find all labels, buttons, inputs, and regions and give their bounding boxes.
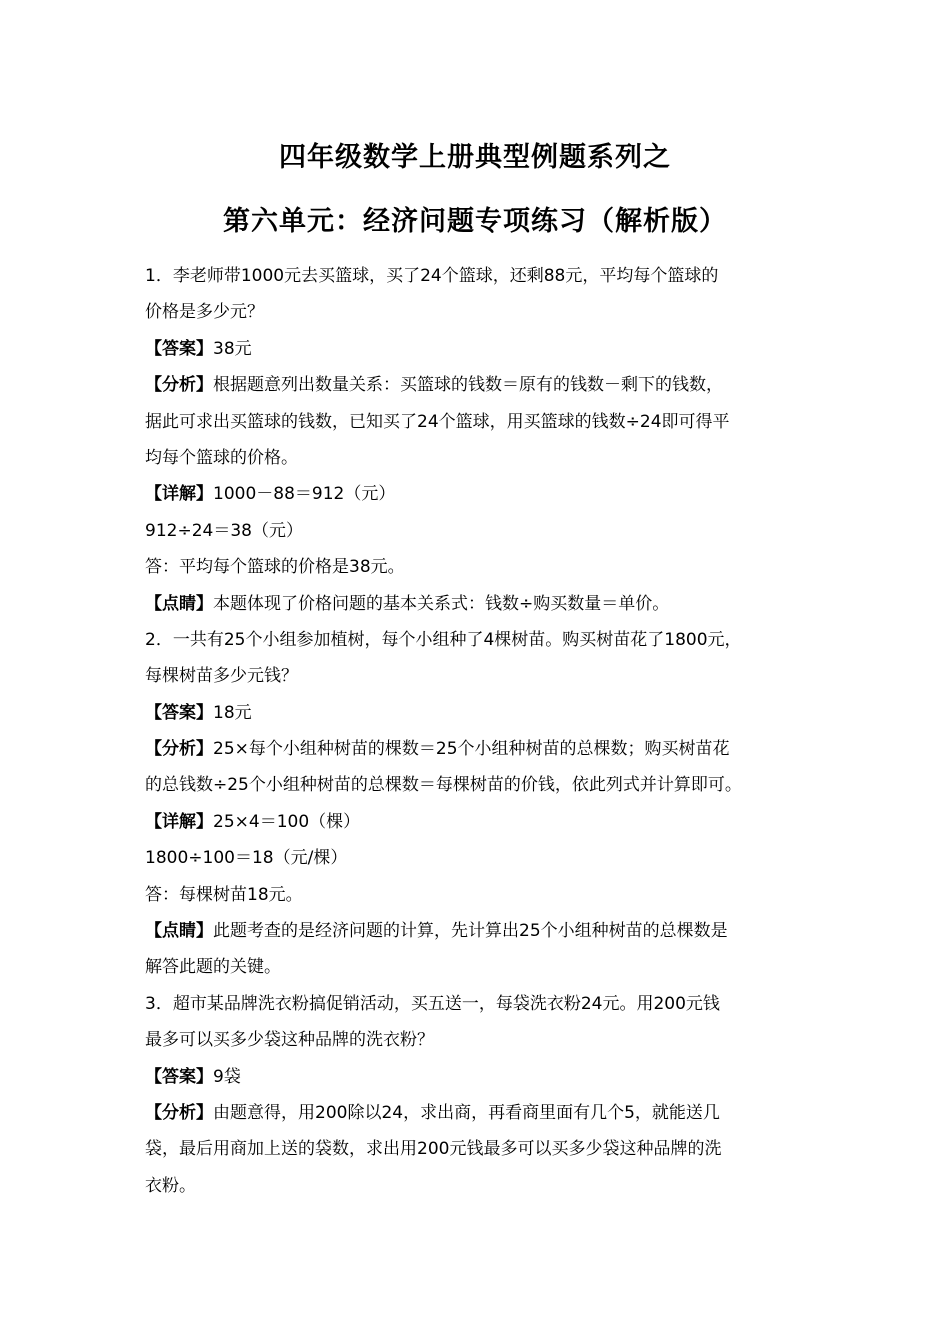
- problem-3-analysis: 袋，最后用商加上送的袋数，求出用200元钱最多可以买多少袋这种品牌的洗: [145, 1139, 722, 1160]
- document-title-line2: 第六单元：经济问题专项练习（解析版）: [223, 206, 727, 237]
- problem-1-detail: [145, 476, 815, 512]
- detail-text: 1000－88＝912（元）: [213, 484, 396, 505]
- problem-1-analysis: 均每个篮球的价格。: [145, 447, 298, 468]
- analysis-text: 25×每个小组种树苗的棵数＝25个小组种树苗的总棵数；购买树苗花: [213, 739, 730, 760]
- problem-3-answer: [145, 1059, 815, 1095]
- answer-text: 38元: [213, 338, 252, 359]
- problem-1-analysis: [145, 367, 815, 403]
- problem-2-detail: 1800÷100＝18（元/棵）: [145, 848, 348, 869]
- detail-tag: 【详解】: [145, 811, 213, 832]
- document-title-line1: 四年级数学上册典型例题系列之: [279, 142, 671, 173]
- analysis-tag: 【分析】: [145, 739, 213, 760]
- comment-tag: 【点睛】: [145, 921, 213, 942]
- answer-tag: 【答案】: [145, 1066, 213, 1087]
- problem-2-comment: 解答此题的关键。: [145, 957, 281, 978]
- analysis-text: 由题意得，用200除以24，求出商，再看商里面有几个5，就能送几: [213, 1102, 720, 1123]
- problem-2-detail: [145, 804, 815, 840]
- problem-2-analysis: [145, 731, 815, 767]
- document-body: [145, 258, 815, 1204]
- analysis-tag: 【分析】: [145, 1102, 213, 1123]
- problem-1-detail: 912÷24＝38（元）: [145, 520, 303, 541]
- problem-3-analysis: 衣粉。: [145, 1175, 196, 1196]
- comment-text: 此题考查的是经济问题的计算，先计算出25个小组种树苗的总棵数是: [213, 921, 728, 942]
- answer-tag: 【答案】: [145, 338, 213, 359]
- analysis-text: 根据题意列出数量关系：买篮球的钱数＝原有的钱数－剩下的钱数，: [213, 375, 723, 396]
- comment-tag: 【点睛】: [145, 593, 213, 614]
- answer-text: 9袋: [213, 1066, 241, 1087]
- comment-text: 本题体现了价格问题的基本关系式：钱数÷购买数量＝单价。: [213, 593, 670, 614]
- problem-1-question: 价格是多少元？: [145, 302, 264, 323]
- answer-text: 18元: [213, 702, 252, 723]
- problem-2-comment: [145, 913, 815, 949]
- problem-1-analysis: 据此可求出买篮球的钱数，已知买了24个篮球，用买篮球的钱数÷24即可得平: [145, 411, 730, 432]
- problem-3-question: 最多可以买多少袋这种品牌的洗衣粉？: [145, 1030, 434, 1051]
- problem-1-question: 1．李老师带1000元去买篮球，买了24个篮球，还剩88元，平均每个篮球的: [145, 266, 719, 286]
- detail-text: 25×4＝100（棵）: [213, 811, 361, 832]
- problem-3-analysis: [145, 1095, 815, 1131]
- analysis-tag: 【分析】: [145, 375, 213, 396]
- problem-2-analysis: 的总钱数÷25个小组种树苗的总棵数＝每棵树苗的价钱，依此列式并计算即可。: [145, 775, 742, 796]
- problem-1-comment: [145, 586, 815, 622]
- problem-2-question: 每棵树苗多少元钱？: [145, 666, 298, 687]
- answer-tag: 【答案】: [145, 702, 213, 723]
- problem-3-question: 3．超市某品牌洗衣粉搞促销活动，买五送一，每袋洗衣粉24元。用200元钱: [145, 993, 720, 1014]
- problem-1-answer: [145, 331, 815, 367]
- problem-1-detail: 答：平均每个篮球的价格是38元。: [145, 557, 405, 578]
- problem-2-answer: [145, 695, 815, 731]
- problem-2-question: 2．一共有25个小组参加植树，每个小组种了4棵树苗。购买树苗花了1800元，: [145, 629, 742, 650]
- detail-tag: 【详解】: [145, 484, 213, 505]
- problem-2-detail: 答：每棵树苗18元。: [145, 884, 303, 905]
